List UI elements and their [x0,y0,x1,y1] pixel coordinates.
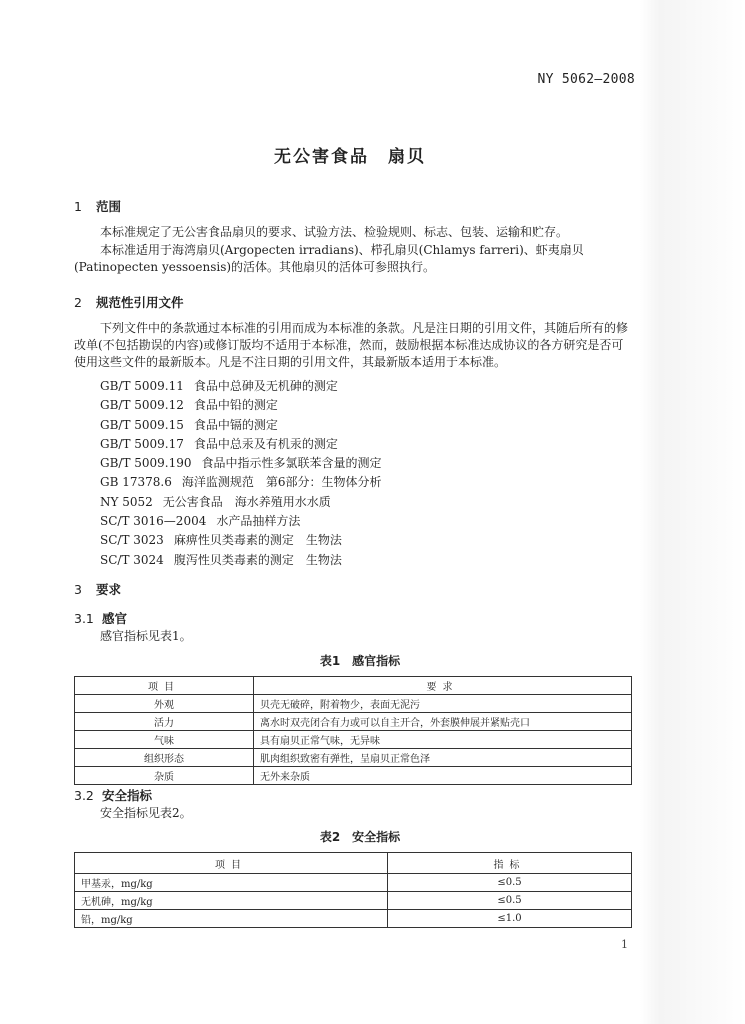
reference-item [100,396,640,415]
sensory-indicators-table [74,676,632,785]
table-cell: 杂质 [75,767,254,785]
section-2-heading [74,293,184,311]
section-3-heading [74,580,121,598]
standard-code: NY 5062—2008 [537,72,635,87]
subsection-3-1-heading [74,609,127,627]
reference-title: 食品中镉的测定 [193,417,278,432]
page-number: 1 [621,938,628,951]
reference-title: 海洋监测规范 第6部分：生物体分析 [181,475,382,490]
table-header-cell: 指标 [388,853,632,874]
table-cell: 活力 [75,713,254,731]
table-row [75,731,632,749]
reference-code: GB/T 5009.190 [100,456,192,471]
table-row [75,695,632,713]
reference-code: NY 5052 [100,494,153,509]
subsection-3-2-heading [74,786,152,804]
reference-title: 腹泻性贝类毒素的测定 生物法 [173,552,342,567]
table-row [75,767,632,785]
reference-title: 食品中指示性多氯联苯含量的测定 [201,456,382,471]
table-row [75,749,632,767]
section-title: 规范性引用文件 [96,295,184,310]
safety-indicators-table [74,852,632,928]
reference-title: 麻痹性贝类毒素的测定 生物法 [173,533,342,548]
section-title: 要求 [96,582,122,597]
reference-item [100,435,640,454]
table-cell: 无外来杂质 [254,767,632,785]
reference-title: 食品中铅的测定 [193,398,278,413]
scope-paragraph-1: 本标准规定了无公害食品扇贝的要求、试验方法、检验规则、标志、包装、运输和贮存。 [100,225,569,239]
reference-code: GB 17378.6 [100,475,172,490]
table-row [75,713,632,731]
table-row [75,892,632,910]
table-cell: ≤0.5 [388,874,632,892]
reference-code: GB/T 5009.15 [100,417,184,432]
reference-item [100,416,640,435]
reference-list [100,377,640,570]
table-header-cell: 项目 [75,677,254,695]
table-cell: 肌肉组织致密有弹性，呈扇贝正常色泽 [254,749,632,767]
reference-item [100,531,640,550]
reference-item [100,512,640,531]
reference-title: 水产品抽样方法 [216,514,301,529]
scope-paragraph-2: 本标准适用于海湾扇贝(Argopecten irradians)、栉孔扇贝(Chlamys farreri)、虾夷扇贝(Patinopecten yessoensis)的活体。其他扇贝的活体可参照执行。 [74,243,584,274]
section-1-heading [74,197,121,215]
reference-code: GB/T 5009.17 [100,436,184,451]
table-cell: 外观 [75,695,254,713]
table-header-row [75,677,632,695]
reference-item [100,551,640,570]
reference-code: SC/T 3023 [100,533,164,548]
reference-code: SC/T 3016—2004 [100,514,207,529]
document-title: 无公害食品 扇贝 [274,147,426,167]
table-1-caption: 表1 感官指标 [319,654,401,668]
section-number: 1 [74,199,82,214]
sensory-reference-text: 感官指标见表1。 [100,629,192,643]
table-row [75,910,632,928]
table-cell: 甲基汞，mg/kg [75,874,388,892]
subsection-number: 3.1 [74,611,94,626]
subsection-title: 安全指标 [102,788,153,803]
reference-code: GB/T 5009.11 [100,379,184,393]
reference-code: SC/T 3024 [100,552,164,567]
table-header-cell: 项目 [75,853,388,874]
reference-item [100,493,640,512]
reference-title: 食品中总砷及无机砷的测定 [193,379,338,393]
reference-code: GB/T 5009.12 [100,398,184,413]
table-row [75,874,632,892]
table-header-row [75,853,632,874]
section-number: 3 [74,582,82,597]
reference-title: 无公害食品 海水养殖用水水质 [162,494,331,509]
table-cell: 贝壳无破碎，附着物少，表面无泥污 [254,695,632,713]
reference-item [100,377,640,396]
section-title: 范围 [96,199,122,214]
subsection-title: 感官 [102,611,128,626]
table-cell: 离水时双壳闭合有力或可以自主开合，外套膜伸展并紧贴壳口 [254,713,632,731]
subsection-number: 3.2 [74,788,94,803]
table-cell: 铅，mg/kg [75,910,388,928]
table-cell: 具有扇贝正常气味，无异味 [254,731,632,749]
safety-reference-text: 安全指标见表2。 [100,806,192,820]
table-cell: 组织形态 [75,749,254,767]
table-cell: 无机砷，mg/kg [75,892,388,910]
section-number: 2 [74,295,82,310]
table-cell: ≤1.0 [388,910,632,928]
reference-item [100,473,640,492]
table-header-cell: 要求 [254,677,632,695]
table-cell: 气味 [75,731,254,749]
reference-title: 食品中总汞及有机汞的测定 [193,436,338,451]
table-2-caption: 表2 安全指标 [319,830,401,844]
normative-references-paragraph: 下列文件中的条款通过本标准的引用而成为本标准的条款。凡是注日期的引用文件，其随后所有的修改单(不包括勘误的内容)或修订版均不适用于本标准，然而，鼓励根据本标准达成协议的各方研究是否可使用这些文件的最新版本。凡是不注日期的引用文件，其最新版本适用于本标准。 [74,321,629,369]
reference-item [100,454,640,473]
table-cell: ≤0.5 [388,892,632,910]
